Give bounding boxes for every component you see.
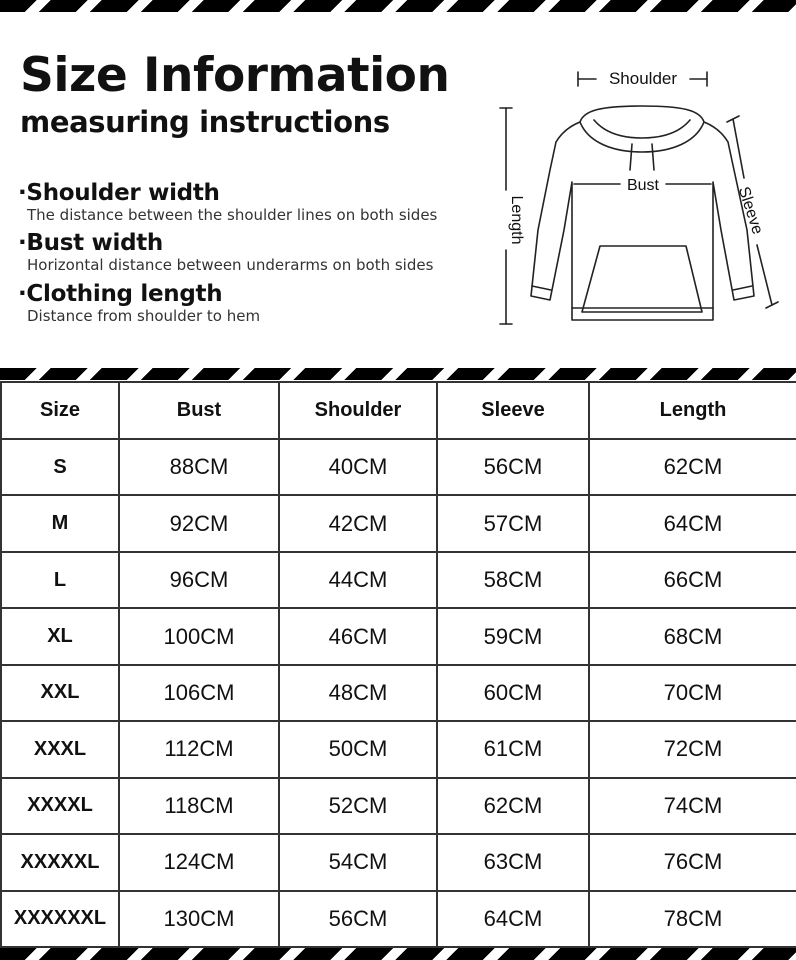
instruction-heading: ·Clothing length — [18, 281, 223, 307]
instruction-description: Distance from shoulder to hem — [27, 307, 261, 325]
shoulder-label: Shoulder — [608, 69, 678, 88]
cell-length: 76CM — [589, 834, 796, 890]
cell-size: XXXXL — [1, 778, 119, 834]
cell-length: 74CM — [589, 778, 796, 834]
cell-shoulder: 56CM — [279, 891, 437, 948]
instruction-clothing-length — [18, 281, 260, 325]
table-row — [1, 608, 796, 664]
middle-stripe-border — [0, 368, 796, 380]
cell-length: 62CM — [589, 439, 796, 495]
cell-sleeve: 56CM — [437, 439, 589, 495]
cell-sleeve: 62CM — [437, 778, 589, 834]
bottom-stripe-border — [0, 948, 796, 960]
header-size: Size — [1, 382, 119, 439]
cell-sleeve: 64CM — [437, 891, 589, 948]
cell-length: 66CM — [589, 552, 796, 608]
table-row — [1, 891, 796, 948]
cell-bust: 130CM — [119, 891, 279, 948]
cell-size: XXXL — [1, 721, 119, 777]
cell-bust: 92CM — [119, 495, 279, 551]
size-chart-table — [0, 381, 796, 948]
cell-shoulder: 46CM — [279, 608, 437, 664]
cell-size: XXL — [1, 665, 119, 721]
table-row — [1, 552, 796, 608]
cell-sleeve: 59CM — [437, 608, 589, 664]
cell-length: 70CM — [589, 665, 796, 721]
length-label: Length — [508, 195, 525, 245]
cell-shoulder: 42CM — [279, 495, 437, 551]
cell-size: XXXXXL — [1, 834, 119, 890]
cell-bust: 106CM — [119, 665, 279, 721]
cell-length: 64CM — [589, 495, 796, 551]
page-title: Size Information — [20, 48, 450, 103]
instruction-description: Horizontal distance between underarms on both sides — [27, 256, 434, 274]
header-sleeve: Sleeve — [437, 382, 589, 439]
cell-size: M — [1, 495, 119, 551]
cell-sleeve: 60CM — [437, 665, 589, 721]
table-row — [1, 665, 796, 721]
page-subtitle: measuring instructions — [20, 105, 390, 139]
cell-size: S — [1, 439, 119, 495]
cell-bust: 118CM — [119, 778, 279, 834]
instruction-bust-width — [18, 230, 433, 274]
cell-bust: 88CM — [119, 439, 279, 495]
hoodie-measurement-diagram — [490, 60, 790, 340]
cell-shoulder: 48CM — [279, 665, 437, 721]
cell-bust: 124CM — [119, 834, 279, 890]
cell-shoulder: 50CM — [279, 721, 437, 777]
cell-shoulder: 52CM — [279, 778, 437, 834]
cell-size: L — [1, 552, 119, 608]
table-row — [1, 834, 796, 890]
table-row — [1, 778, 796, 834]
instruction-description: The distance between the shoulder lines on both sides — [27, 206, 438, 224]
header-bust: Bust — [119, 382, 279, 439]
cell-length: 78CM — [589, 891, 796, 948]
cell-shoulder: 40CM — [279, 439, 437, 495]
instruction-shoulder-width — [18, 180, 437, 224]
cell-bust: 96CM — [119, 552, 279, 608]
bust-label: Bust — [626, 177, 660, 194]
table-header-row — [1, 382, 796, 439]
cell-sleeve: 61CM — [437, 721, 589, 777]
cell-shoulder: 44CM — [279, 552, 437, 608]
cell-length: 68CM — [589, 608, 796, 664]
sleeve-label: Sleeve — [734, 184, 766, 237]
cell-size: XL — [1, 608, 119, 664]
cell-sleeve: 58CM — [437, 552, 589, 608]
cell-shoulder: 54CM — [279, 834, 437, 890]
cell-length: 72CM — [589, 721, 796, 777]
table-row — [1, 721, 796, 777]
header-length: Length — [589, 382, 796, 439]
cell-bust: 112CM — [119, 721, 279, 777]
cell-size: XXXXXXL — [1, 891, 119, 948]
table-row — [1, 439, 796, 495]
cell-sleeve: 57CM — [437, 495, 589, 551]
instruction-heading: ·Bust width — [18, 230, 163, 256]
top-stripe-border — [0, 0, 796, 12]
header-shoulder: Shoulder — [279, 382, 437, 439]
instruction-heading: ·Shoulder width — [18, 180, 220, 206]
table-row — [1, 495, 796, 551]
cell-bust: 100CM — [119, 608, 279, 664]
cell-sleeve: 63CM — [437, 834, 589, 890]
